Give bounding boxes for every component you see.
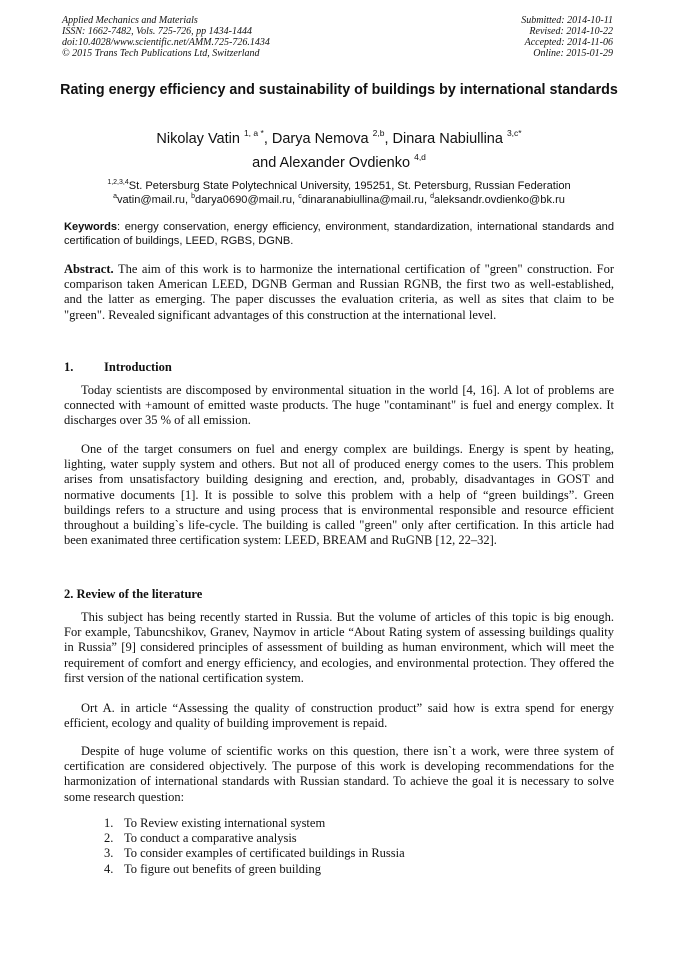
- submission-dates: [521, 15, 613, 59]
- date-submitted: Submitted: 2014-10-11: [521, 15, 613, 26]
- list-item-number: 4.: [104, 861, 114, 876]
- list-item-text: To consider examples of certificated buildings in Russia: [124, 846, 405, 861]
- section-2-paragraph-3: Despite of huge volume of scientific works on this question, there isn`t a work, were three system of certification are considered objectively. The purpose of this work is developing recommendations for the harmonization of international standards with Russian standard. To achieve the goal it is necessary to solve some research question:: [64, 744, 614, 804]
- journal-issn: ISSN: 1662-7482, Vols. 725-726, pp 1434-1444: [62, 26, 252, 37]
- journal-name: Applied Mechanics and Materials: [62, 15, 198, 26]
- research-questions-list: [104, 816, 405, 877]
- section-1-paragraph-2: One of the target consumers on fuel and energy complex are buildings. Energy is spent by heating, lighting, water supply system and others. But not all of produced energy comes to the users. This problem arises from unsatisfactory building designing and erection, and, probably, disadvantages in GOST and normative documents [1]. It is possible to solve this problem with a help of “green buildings”. Green buildings refers to a structure and using process that is environmental responsible and resource efficient throughout a building`s life-cycle. The building is called "green" only after certification. In this article had been exanimated three certification system: LEED, BREAM and RuGNB [12, 22–32].: [64, 442, 614, 548]
- section-2-paragraph-2: Ort A. in article “Assessing the quality of construction product” said how is extra spend for energy efficient, ecology and quality of building improvement is repaid.: [64, 701, 614, 731]
- email-link[interactable]: darya0690@mail.ru: [195, 194, 293, 206]
- affiliation-text: St. Petersburg State Polytechnical University, 195251, St. Petersburg, Russian Federation: [128, 180, 571, 192]
- author-separator: ,: [384, 131, 393, 147]
- list-item-text: To figure out benefits of green building: [124, 861, 321, 876]
- affiliation-sup: 1,2,3,4: [107, 179, 129, 186]
- list-item: [104, 862, 405, 877]
- keywords-text: : energy conservation, energy efficiency, environment, standardization, international standards and certification of buildings, LEED, RGBS, DGNB.: [64, 221, 614, 247]
- email-link[interactable]: aleksandr.ovdienko@bk.ru: [434, 194, 565, 206]
- email-line: $^a$vatin@mail.ru, $^b$darya0690@mail.ru, $^c$dinaranabiullina@mail.ru, $^d$aleksandr.ovdienko@bk.ru: [113, 193, 565, 206]
- keywords: [64, 220, 614, 248]
- affiliation: [60, 179, 618, 207]
- author-line-2: [60, 151, 618, 175]
- email-sup: a: [113, 193, 117, 200]
- paper-title: Rating energy efficiency and sustainability of buildings by international standards: [60, 82, 618, 98]
- section-1-title: Introduction: [104, 360, 172, 374]
- date-accepted: Accepted: 2014-11-06: [524, 37, 613, 48]
- author-nabiullina: Dinara Nabiullina: [392, 131, 503, 147]
- list-item: [104, 816, 405, 831]
- list-item: [104, 846, 405, 861]
- section-2-paragraph-1: This subject has being recently started in Russia. But the volume of articles of this topic is big enough. For example, Tabuncshikov, Granev, Naymov in article “About Rating system of assessing buildings quality in Russia” [9] considered principles of assessment of building as human environment, which will meet the requirement of comfort and energy efficiency, and ecologies, and environmental protection. They offered the first version of the national certification system.: [64, 610, 614, 685]
- list-item-number: 2.: [104, 831, 114, 846]
- author-conjunction: and: [252, 155, 280, 171]
- author-ovdienko-sup: 4,d: [414, 152, 426, 162]
- email-sup: c: [298, 193, 302, 200]
- author-list: [60, 127, 618, 175]
- list-item-number: 3.: [104, 846, 114, 861]
- list-item-text: To conduct a comparative analysis: [124, 831, 297, 846]
- date-revised: Revised: 2014-10-22: [529, 26, 613, 37]
- date-online: Online: 2015-01-29: [533, 48, 613, 59]
- section-2-heading: 2. Review of the literature: [64, 587, 203, 601]
- keywords-label: Keywords: [64, 221, 118, 233]
- journal-info: [62, 15, 270, 59]
- list-item-number: 1.: [104, 816, 114, 830]
- author-line-1: [60, 127, 618, 151]
- author-ovdienko: Alexander Ovdienko: [279, 155, 411, 171]
- section-1-heading: [64, 360, 172, 375]
- journal-copyright: © 2015 Trans Tech Publications Ltd, Switzerland: [62, 48, 260, 59]
- abstract-label: Abstract.: [64, 262, 114, 276]
- affiliation-line: [60, 179, 618, 193]
- abstract: [64, 262, 614, 323]
- author-separator: ,: [263, 131, 272, 147]
- author-nabiullina-sup: 3,c*: [506, 128, 522, 138]
- abstract-text: The aim of this work is to harmonize the international certification of "green" construction. For comparison taken American LEED, DGNB German and Russian RGNB, the first two as well-established, and the latter as emerging. The paper discusses the evaluation criteria, as well as sites that claim to be "green". Revealed significant advantages of this construction at the international level.: [64, 262, 614, 322]
- author-vatin: Nikolay Vatin: [156, 131, 240, 147]
- email-sup: b: [191, 193, 196, 200]
- section-1-paragraph-1: Today scientists are discomposed by environmental situation in the world [4, 16]. A lot of problems are connected with +amount of emitted waste products. The huge "contaminant" is fuel and energy complex. It discharges over 35 % of all emission.: [64, 383, 614, 428]
- author-nemova-sup: 2,b: [372, 128, 385, 138]
- journal-doi: doi:10.4028/www.scientific.net/AMM.725-726.1434: [62, 37, 270, 48]
- author-vatin-sup: 1, a *: [243, 128, 264, 138]
- list-item-text: To Review existing international system: [124, 816, 326, 830]
- list-item: [104, 831, 405, 846]
- email-sup: d: [430, 193, 435, 200]
- email-link[interactable]: vatin@mail.ru: [116, 194, 185, 206]
- section-1-number: 1.: [64, 360, 74, 374]
- email-link[interactable]: dinaranabiullina@mail.ru: [301, 194, 424, 206]
- author-nemova: Darya Nemova: [271, 131, 369, 147]
